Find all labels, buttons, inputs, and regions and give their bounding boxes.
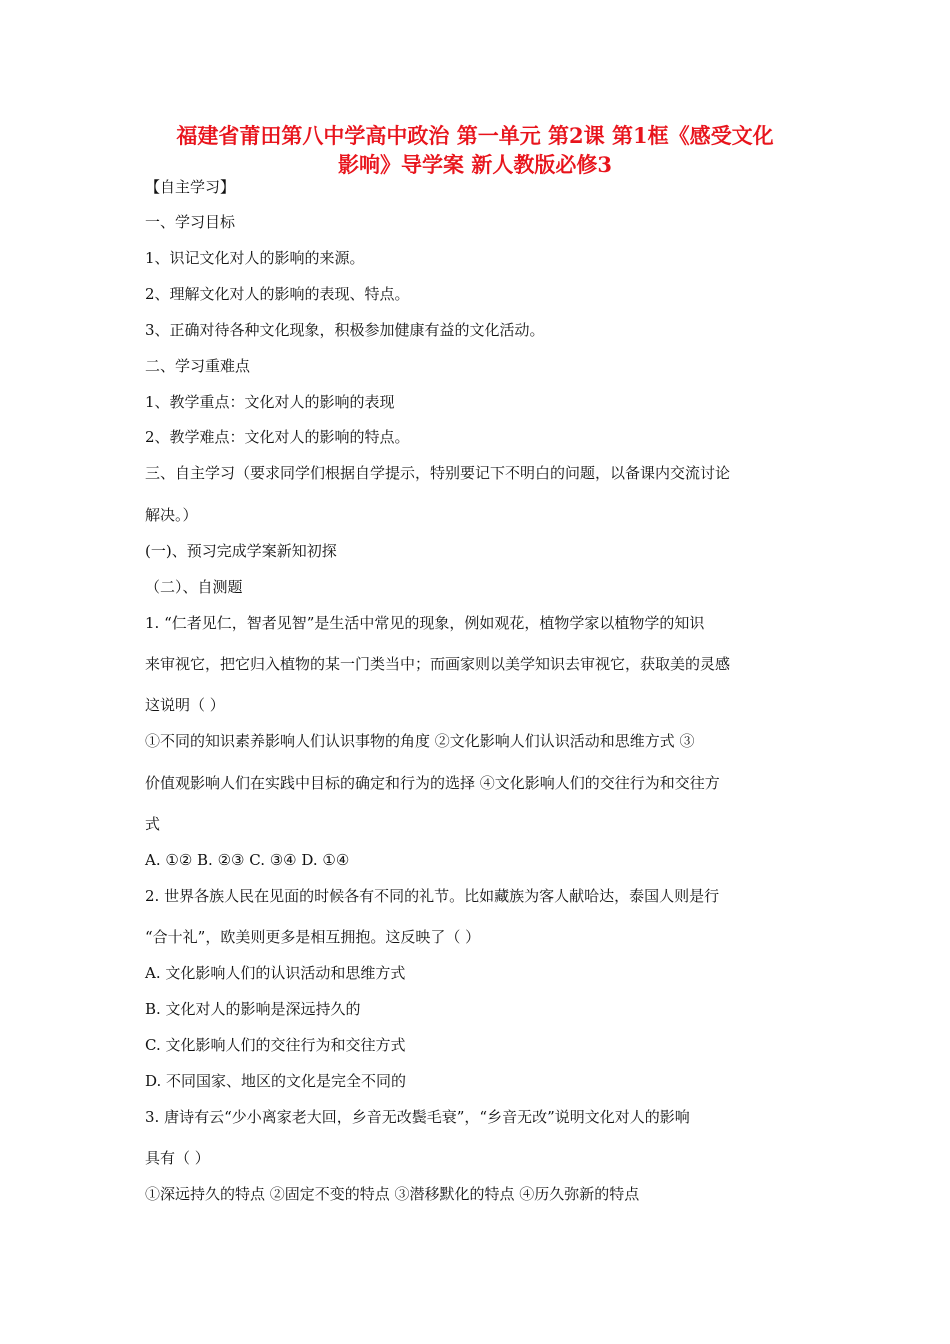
section-heading-self-study: 【自主学习】 [145, 178, 236, 196]
subheading-self-test: （二）、自测题 [145, 578, 243, 596]
question-1-statements-line-2: 价值观影响人们在实践中目标的确定和行为的选择 ④文化影响人们的交往行为和交往方 [145, 774, 720, 792]
document-title-line-2: 影响》导学案 新人教版必修3 [338, 152, 612, 177]
key-point-2: 2、教学难点：文化对人的影响的特点。 [145, 428, 410, 446]
question-2-line-1: 2. 世界各族人民在见面的时候各有不同的礼节。比如藏族为客人献哈达，泰国人则是行 [145, 887, 720, 905]
question-1-line-1: 1. “仁者见仁，智者见智”是生活中常见的现象，例如观花，植物学家以植物学的知识 [145, 614, 705, 632]
question-3-line-2: 具有（ ） [145, 1149, 210, 1167]
goal-item-1: 1、识记文化对人的影响的来源。 [145, 249, 365, 267]
document-title-line-1: 福建省莆田第八中学高中政治 第一单元 第2课 第1框《感受文化 [176, 123, 774, 148]
question-2-line-2: “合十礼”，欧美则更多是相互拥抱。这反映了（ ） [145, 928, 481, 946]
heading-self-study-instructions: 三、自主学习（要求同学们根据自学提示，特别要记下不明白的问题，以备课内交流讨论 [145, 464, 731, 482]
goal-item-2: 2、理解文化对人的影响的表现、特点。 [145, 285, 410, 303]
subheading-preview: (一)、预习完成学案新知初探 [145, 542, 337, 560]
question-1-statements-line-1: ①不同的知识素养影响人们认识事物的角度 ②文化影响人们认识活动和思维方式 ③ [145, 732, 695, 750]
question-2-option-b: B. 文化对人的影响是深远持久的 [145, 1000, 361, 1018]
heading-learning-goals: 一、学习目标 [145, 213, 236, 231]
question-1-options: A. ①② B. ②③ C. ③④ D. ①④ [145, 851, 350, 869]
question-1-line-2: 来审视它，把它归入植物的某一门类当中；而画家则以美学知识去审视它，获取美的灵感 [145, 655, 731, 673]
question-1-statements-line-3: 式 [145, 815, 161, 833]
question-2-option-a: A. 文化影响人们的认识活动和思维方式 [145, 964, 406, 982]
heading-key-points: 二、学习重难点 [145, 357, 251, 375]
instructions-continued: 解决。） [145, 506, 198, 524]
goal-item-3: 3、正确对待各种文化现象，积极参加健康有益的文化活动。 [145, 321, 545, 339]
question-3-line-1: 3. 唐诗有云“少小离家老大回，乡音无改鬓毛衰”，“乡音无改”说明文化对人的影响 [145, 1108, 690, 1126]
question-2-option-d: D. 不同国家、地区的文化是完全不同的 [145, 1072, 407, 1090]
question-3-statements: ①深远持久的特点 ②固定不变的特点 ③潜移默化的特点 ④历久弥新的特点 [145, 1185, 640, 1203]
key-point-1: 1、教学重点：文化对人的影响的表现 [145, 393, 395, 411]
question-1-line-3: 这说明（ ） [145, 696, 225, 714]
question-2-option-c: C. 文化影响人们的交往行为和交往方式 [145, 1036, 406, 1054]
